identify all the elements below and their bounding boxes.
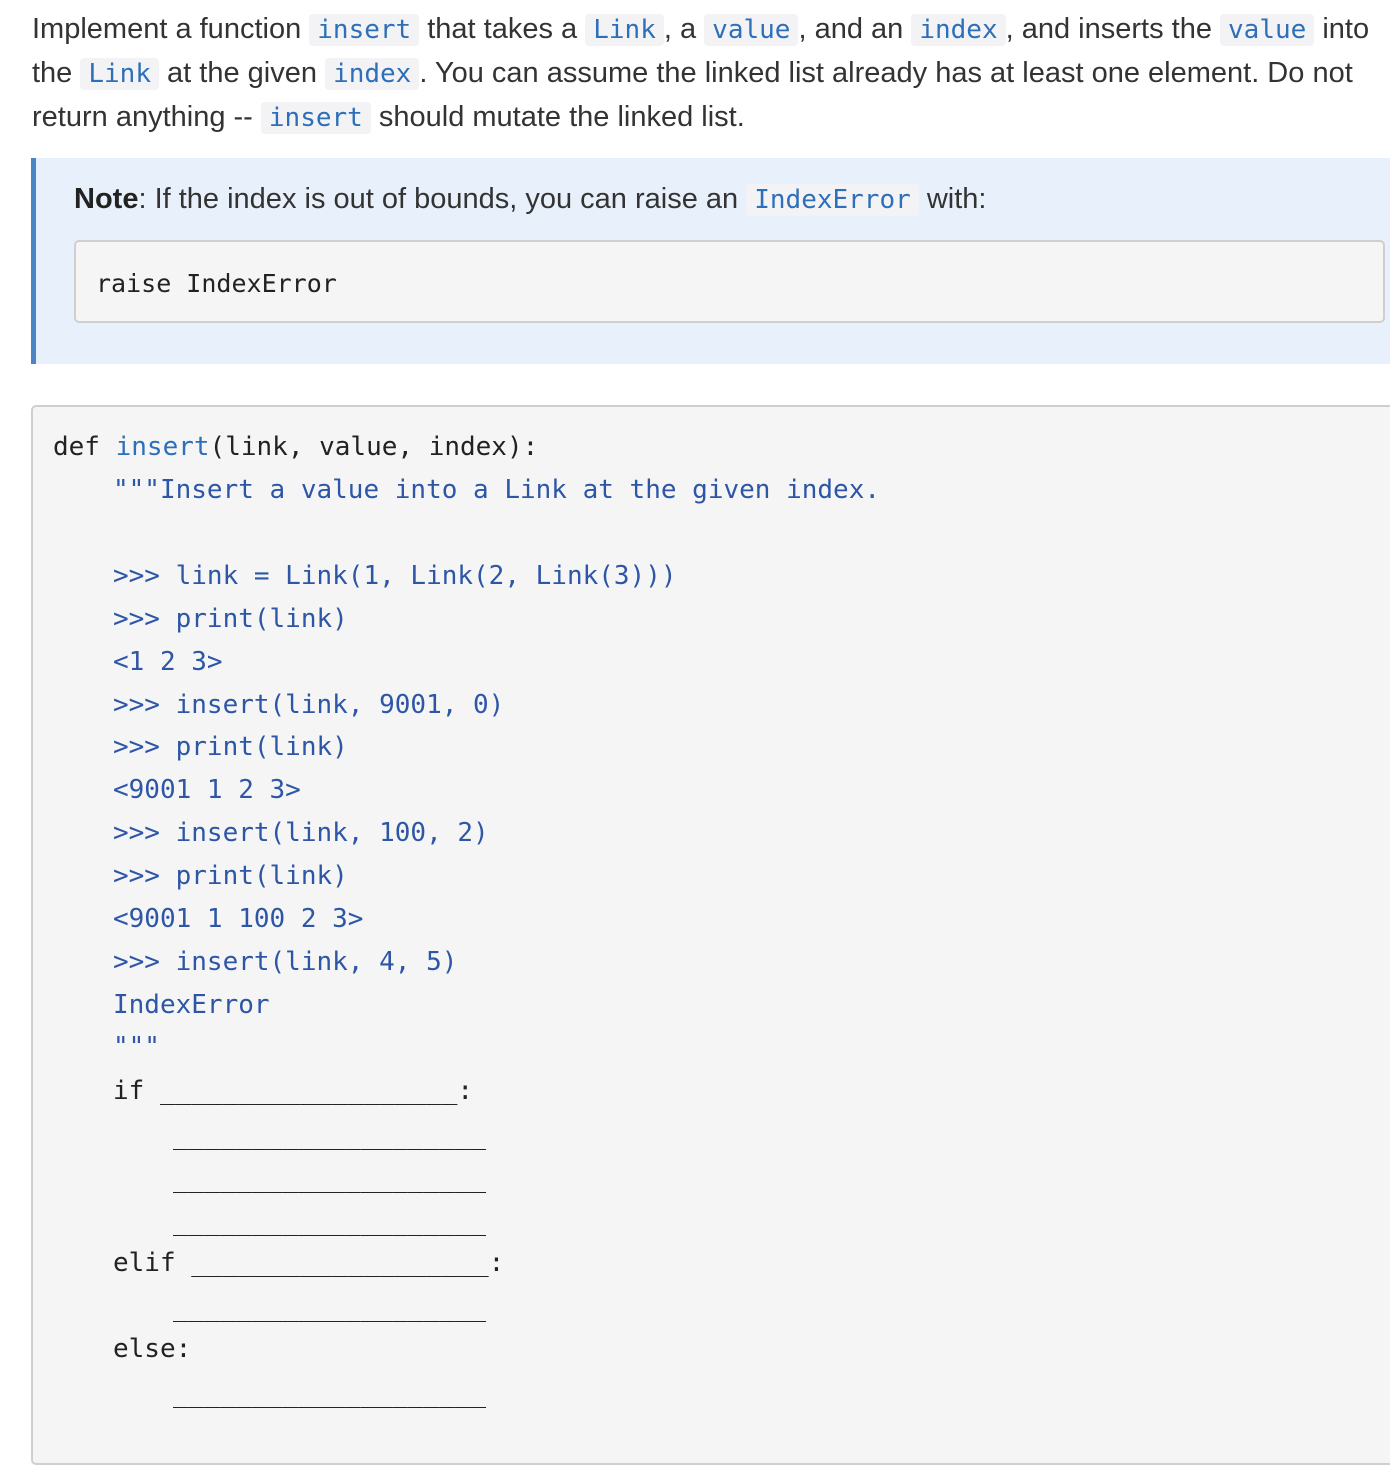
def-line <box>53 429 538 465</box>
doctest-line: >>> print(link) <box>113 604 348 634</box>
problem-description <box>32 8 1388 140</box>
note-code-block: raise IndexError <box>74 240 1385 323</box>
note-callout <box>31 158 1390 364</box>
inline-code-insert: insert <box>309 14 419 46</box>
def-keyword: def <box>53 432 100 462</box>
doctest-line: >>> link = Link(1, Link(2, Link(3))) <box>113 561 677 591</box>
inline-code-value: value <box>704 14 798 46</box>
code-skeleton <box>31 405 1390 1465</box>
doctest-line: <9001 1 2 3> <box>113 775 301 805</box>
inline-code-link: Link <box>585 14 664 46</box>
inline-code-insert-2: insert <box>261 102 371 134</box>
inline-code-value-2: value <box>1220 14 1314 46</box>
intro-text-5: , and inserts the <box>1005 13 1221 45</box>
doctest-line: >>> print(link) <box>113 732 348 762</box>
doctest-line: IndexError <box>113 990 270 1020</box>
doctest-line: <1 2 3> <box>113 647 223 677</box>
inline-code-index: index <box>911 14 1005 46</box>
inline-code-index-2: index <box>325 58 419 90</box>
doctest-line: >>> insert(link, 100, 2) <box>113 818 489 848</box>
doctest-line: <9001 1 100 2 3> <box>113 904 364 934</box>
function-params: (link, value, index): <box>209 432 539 462</box>
note-text-2: with: <box>918 183 987 215</box>
intro-text-2: that takes a <box>419 13 586 45</box>
blank-line: ____________________ <box>173 1121 487 1151</box>
else-line: else: <box>113 1334 192 1364</box>
elif-blank-line: elif ___________________: <box>113 1248 505 1278</box>
intro-text-7: at the given <box>159 57 326 89</box>
doctest-line: >>> print(link) <box>113 861 348 891</box>
doctest-line: >>> insert(link, 9001, 0) <box>113 690 505 720</box>
intro-text-4: , and an <box>798 13 912 45</box>
if-blank-line: if ___________________: <box>113 1076 474 1106</box>
blank-line: ____________________ <box>173 1164 487 1194</box>
note-text <box>74 178 986 221</box>
doctest-line: >>> insert(link, 4, 5) <box>113 947 458 977</box>
intro-text-1: Implement a function <box>32 13 310 45</box>
intro-text-8: . You can assume the linked list already has at least one element. Do not return anything -- <box>32 57 1353 133</box>
intro-text-9: should mutate the linked list. <box>370 101 745 133</box>
blank-line: ____________________ <box>173 1293 487 1323</box>
inline-code-indexerror: IndexError <box>746 184 919 216</box>
intro-text-6: into the <box>32 13 1370 89</box>
blank-line: ____________________ <box>173 1207 487 1237</box>
docstring-close: """ <box>113 1032 160 1062</box>
blank-line: ____________________ <box>173 1379 487 1409</box>
docstring-summary: """Insert a value into a Link at the given index. <box>113 475 881 505</box>
note-label: Note <box>74 183 139 215</box>
note-text-1: : If the index is out of bounds, you can raise an <box>138 183 747 215</box>
intro-text-3: , a <box>663 13 705 45</box>
inline-code-link-2: Link <box>80 58 159 90</box>
function-name: insert <box>115 432 210 462</box>
